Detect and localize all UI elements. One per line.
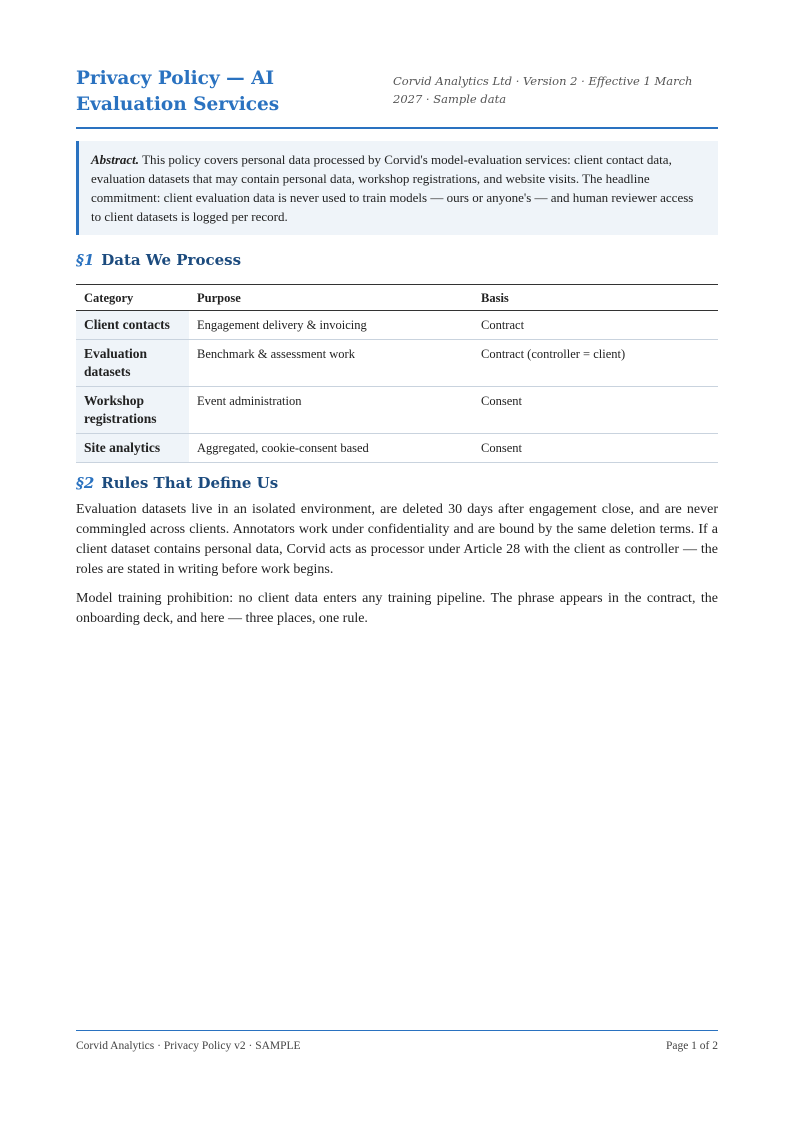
- section-1-number: §1: [76, 251, 95, 269]
- table-cell-category: Workshop registrations: [76, 387, 189, 434]
- section-1-heading: [76, 250, 241, 270]
- abstract-box: [76, 141, 718, 235]
- table-cell-category: Client contacts: [76, 311, 189, 340]
- document-title: Privacy Policy — AI Evaluation Services: [76, 68, 280, 115]
- document-meta: Corvid Analytics Ltd · Version 2 · Effective 1 March 2027 · Sample data: [393, 74, 693, 106]
- section-2-paragraph-1: Evaluation datasets live in an isolated environment, are deleted 30 days after engagement close, and are never commingled across clients. Annotators work under confidentiality and are bound by the same deletion terms. If a client dataset contains personal data, Corvid acts as processor under Article 28 with the client as controller — the roles are stated in writing before work begins.: [76, 502, 718, 577]
- footer-page-number: Page 1 of 2: [665, 1040, 718, 1052]
- table-row: [76, 311, 718, 340]
- table-row: [76, 434, 718, 463]
- section-2-title: Rules That Define Us: [101, 474, 279, 492]
- column-header-category: Category: [76, 285, 189, 311]
- section-2-paragraph-2: Model training prohibition: no client data enters any training pipeline. The phrase appears in the contract, the onboarding deck, and here — three places, one rule.: [76, 591, 718, 626]
- table-cell-category: Site analytics: [76, 434, 189, 463]
- table-cell-purpose: Benchmark & assessment work: [189, 340, 473, 387]
- footer-document-label: Corvid Analytics · Privacy Policy v2 · SAMPLE: [76, 1040, 301, 1052]
- table-cell-basis: Contract: [473, 311, 718, 340]
- table-cell-basis: Consent: [473, 387, 718, 434]
- section-2-number: §2: [76, 474, 95, 492]
- table-header-row: [76, 285, 718, 311]
- column-header-basis: Basis: [473, 285, 718, 311]
- abstract-text: This policy covers personal data processed by Corvid's model-evaluation services: client contact data, evaluation datasets that may contain personal data, workshop registrations, and website visits. The headline commitment: client evaluation data is never used to train models — ours or anyone's — and human reviewer access to client datasets is logged per record.: [91, 152, 694, 224]
- document-page: [76, 0, 718, 1123]
- table-row: [76, 340, 718, 387]
- data-processing-table: [76, 284, 718, 463]
- table-cell-category: Evaluation datasets: [76, 340, 189, 387]
- document-header: [76, 64, 718, 129]
- table-cell-basis: Consent: [473, 434, 718, 463]
- table-cell-purpose: Aggregated, cookie-consent based: [189, 434, 473, 463]
- column-header-purpose: Purpose: [189, 285, 473, 311]
- section-1-title: Data We Process: [101, 251, 242, 269]
- abstract-label: Abstract.: [91, 152, 140, 167]
- table-cell-basis: Contract (controller = client): [473, 340, 718, 387]
- table-cell-purpose: Engagement delivery & invoicing: [189, 311, 473, 340]
- table-cell-purpose: Event administration: [189, 387, 473, 434]
- page-footer: [76, 1030, 718, 1052]
- table-row: [76, 387, 718, 434]
- section-2-heading: [76, 473, 278, 493]
